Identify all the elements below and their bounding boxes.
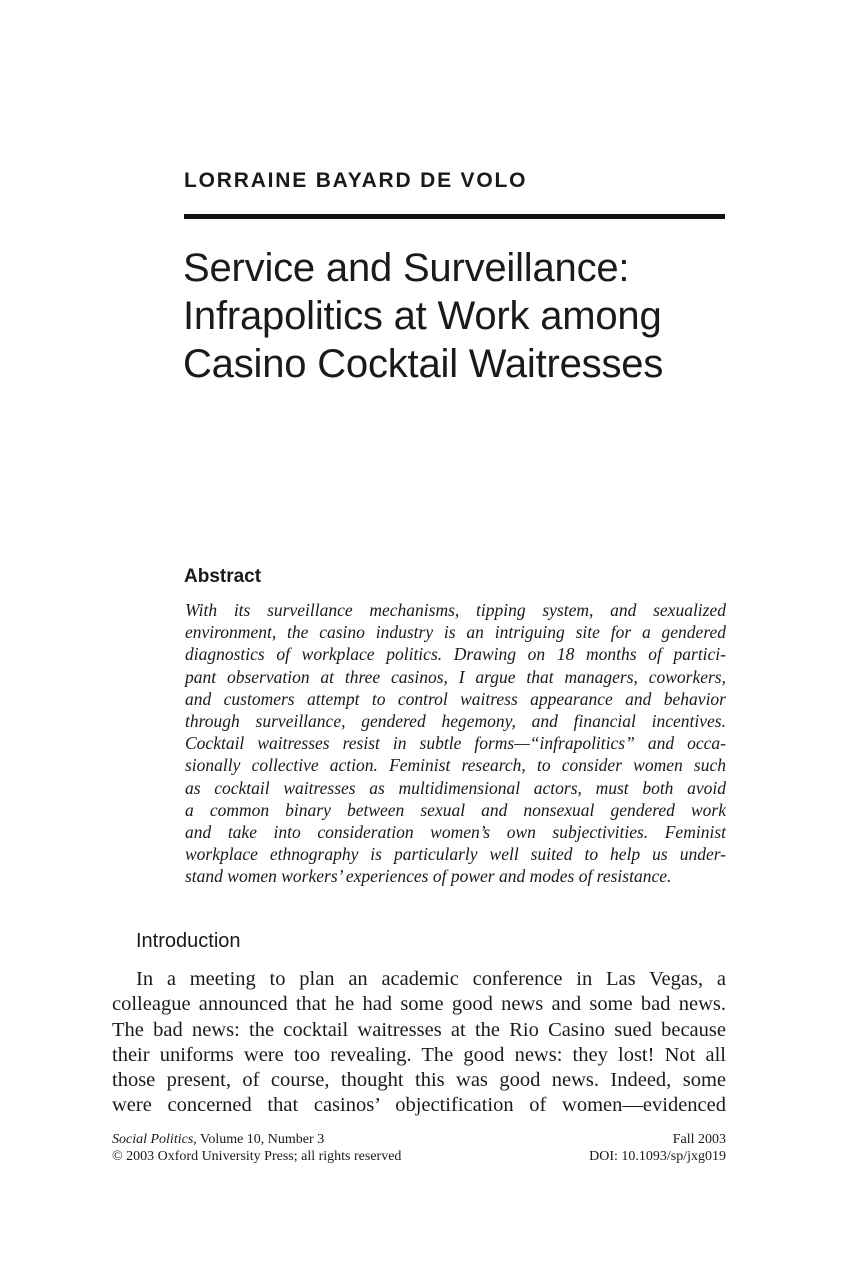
page-footer bbox=[112, 1131, 726, 1165]
footer-row-copyright bbox=[112, 1148, 726, 1165]
author-name: LORRAINE BAYARD DE VOLO bbox=[184, 169, 528, 192]
body-line: their uniforms were too revealing. The good news: they lost! Not all bbox=[112, 1043, 726, 1066]
body-line: were concerned that casinos’ objectification of women—evidenced bbox=[112, 1094, 726, 1117]
abstract-line: a common binary between sexual and nonsexual gendered work bbox=[185, 799, 726, 820]
article-title bbox=[183, 244, 743, 388]
body-line: colleague announced that he had some good news and some bad news. bbox=[112, 993, 726, 1016]
introduction-heading: Introduction bbox=[136, 930, 241, 952]
abstract-line: workplace ethnography is particularly well suited to help us under- bbox=[185, 844, 726, 865]
body-line: In a meeting to plan an academic conference in Las Vegas, a bbox=[136, 968, 726, 990]
title-rule bbox=[184, 214, 725, 219]
abstract-text bbox=[185, 599, 726, 887]
title-line: Casino Cocktail Waitresses bbox=[183, 342, 664, 386]
abstract-line: environment, the casino industry is an intriguing site for a gendered bbox=[185, 622, 726, 643]
abstract-line: through surveillance, gendered hegemony, and financial incentives. bbox=[185, 710, 726, 731]
copyright-notice: © 2003 Oxford University Press; all rights reserved bbox=[112, 1149, 402, 1164]
abstract-line: as cocktail waitresses as multidimensional actors, must both avoid bbox=[185, 777, 726, 798]
journal-citation bbox=[112, 1131, 324, 1148]
abstract-heading: Abstract bbox=[184, 566, 262, 587]
abstract-line: and take into consideration women’s own subjectivities. Feminist bbox=[185, 821, 726, 842]
abstract-line: sionally collective action. Feminist research, to consider women such bbox=[185, 755, 726, 776]
abstract-line: pant observation at three casinos, I argue that managers, coworkers, bbox=[185, 666, 726, 687]
abstract-line: stand women workers’ experiences of power and modes of resistance. bbox=[185, 866, 672, 887]
footer-row-journal bbox=[112, 1131, 726, 1148]
body-line: those present, of course, thought this was good news. Indeed, some bbox=[112, 1069, 726, 1092]
abstract-line: diagnostics of workplace politics. Drawing on 18 months of partici- bbox=[185, 644, 726, 665]
volume-info: , Volume 10, Number 3 bbox=[193, 1132, 325, 1147]
title-line: Infrapolitics at Work among bbox=[183, 294, 662, 338]
abstract-line: Cocktail waitresses resist in subtle forms—“infrapolitics” and occa- bbox=[185, 733, 726, 754]
abstract-line: and customers attempt to control waitress appearance and behavior bbox=[185, 688, 726, 709]
title-line: Service and Surveillance: bbox=[183, 246, 630, 290]
introduction-paragraph bbox=[112, 967, 726, 1119]
doi: DOI: 10.1093/sp/jxg019 bbox=[589, 1149, 726, 1164]
issue-season: Fall 2003 bbox=[672, 1132, 726, 1147]
abstract-line: With its surveillance mechanisms, tipping system, and sexualized bbox=[185, 600, 726, 620]
body-line: The bad news: the cocktail waitresses at the Rio Casino sued because bbox=[112, 1018, 726, 1041]
journal-name: Social Politics bbox=[112, 1132, 194, 1147]
